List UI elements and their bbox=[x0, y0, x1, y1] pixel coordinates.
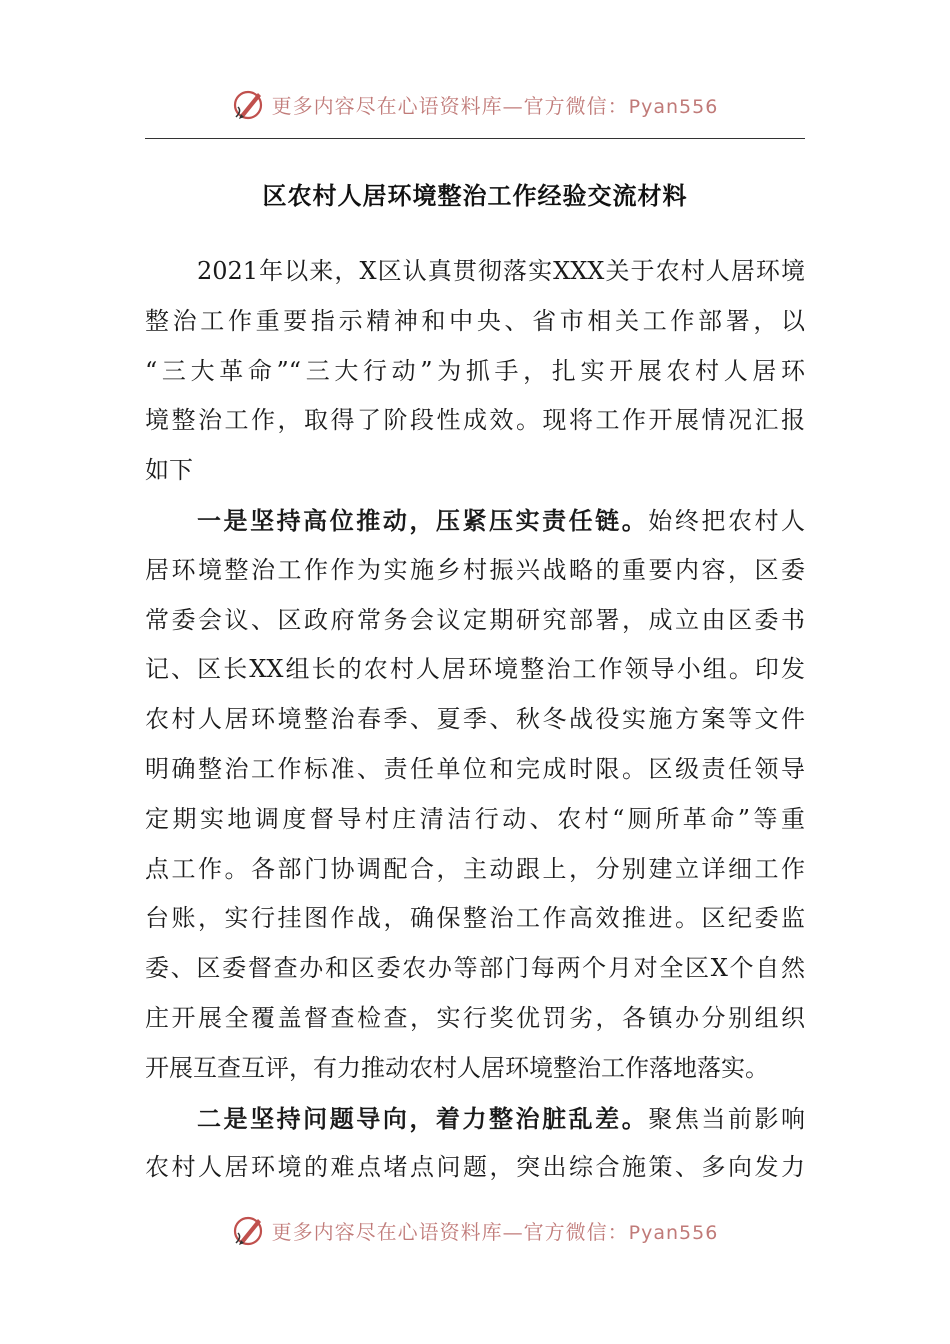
footer-wechat-id: Pyan556 bbox=[628, 1221, 719, 1244]
intro-line: “三大革命”“三大行动”为抓手，扎实开展农村人居环 bbox=[145, 356, 805, 385]
header-banner-text: 更多内容尽在心语资料库—官方微信：Pyan556 bbox=[271, 93, 719, 118]
section1-heading: 一是坚持高位推动，压紧压实责任链。 bbox=[197, 505, 649, 535]
header-wechat-id: Pyan556 bbox=[628, 95, 719, 118]
header-divider bbox=[145, 138, 805, 139]
section2-first-line-rest: 聚焦当前影响 bbox=[648, 1104, 806, 1133]
section2-line: 农村人居环境的难点堵点问题，突出综合施策、多向发力 bbox=[145, 1153, 805, 1182]
section1-line: 记、区长XX组长的农村人居环境整治工作领导小组。印发 bbox=[145, 655, 805, 684]
section1-line: 委、区委督查办和区委农办等部门每两个月对全区X个自然 bbox=[145, 954, 805, 983]
intro-line: 整治工作重要指示精神和中央、省市相关工作部署，以 bbox=[145, 306, 805, 335]
pen-circle-logo-icon bbox=[232, 1213, 266, 1247]
section1-line: 开展互查互评，有力推动农村人居环境整治工作落地落实。 bbox=[145, 1053, 769, 1082]
pen-circle-logo-icon bbox=[232, 87, 266, 121]
section1-line: 居环境整治工作作为实施乡村振兴战略的重要内容，区委 bbox=[145, 555, 805, 584]
document-body bbox=[145, 247, 805, 1193]
intro-line: 境整治工作，取得了阶段性成效。现将工作开展情况汇报 bbox=[145, 406, 805, 435]
section1-line: 点工作。各部门协调配合，主动跟上，分别建立详细工作 bbox=[145, 854, 805, 883]
document-title: 区农村人居环境整治工作经验交流材料 bbox=[262, 181, 688, 210]
section2-first-line bbox=[145, 1094, 805, 1144]
footer-banner bbox=[0, 1208, 950, 1252]
section1-line: 庄开展全覆盖督查检查，实行奖优罚劣，各镇办分别组织 bbox=[145, 1003, 805, 1032]
section1-line: 明确整治工作标准、责任单位和完成时限。区级责任领导 bbox=[145, 754, 805, 783]
intro-line: 如下 bbox=[145, 456, 193, 485]
section1-line: 常委会议、区政府常务会议定期研究部署，成立由区委书 bbox=[145, 605, 805, 634]
section1-line: 台账，实行挂图作战，确保整治工作高效推进。区纪委监 bbox=[145, 904, 805, 933]
section1-line: 定期实地调度督导村庄清洁行动、农村“厕所革命”等重 bbox=[145, 804, 805, 833]
section1-line: 农村人居环境整治春季、夏季、秋冬战役实施方案等文件 bbox=[145, 705, 805, 734]
footer-banner-text: 更多内容尽在心语资料库—官方微信：Pyan556 bbox=[271, 1219, 719, 1244]
section1-first-line bbox=[145, 496, 805, 546]
section2-heading: 二是坚持问题导向，着力整治脏乱差。 bbox=[197, 1103, 649, 1133]
section1-first-line-rest: 始终把农村人 bbox=[648, 506, 806, 535]
header-banner bbox=[0, 82, 950, 126]
intro-line: 2021年以来，X区认真贯彻落实XXX关于农村人居环境 bbox=[197, 257, 805, 285]
